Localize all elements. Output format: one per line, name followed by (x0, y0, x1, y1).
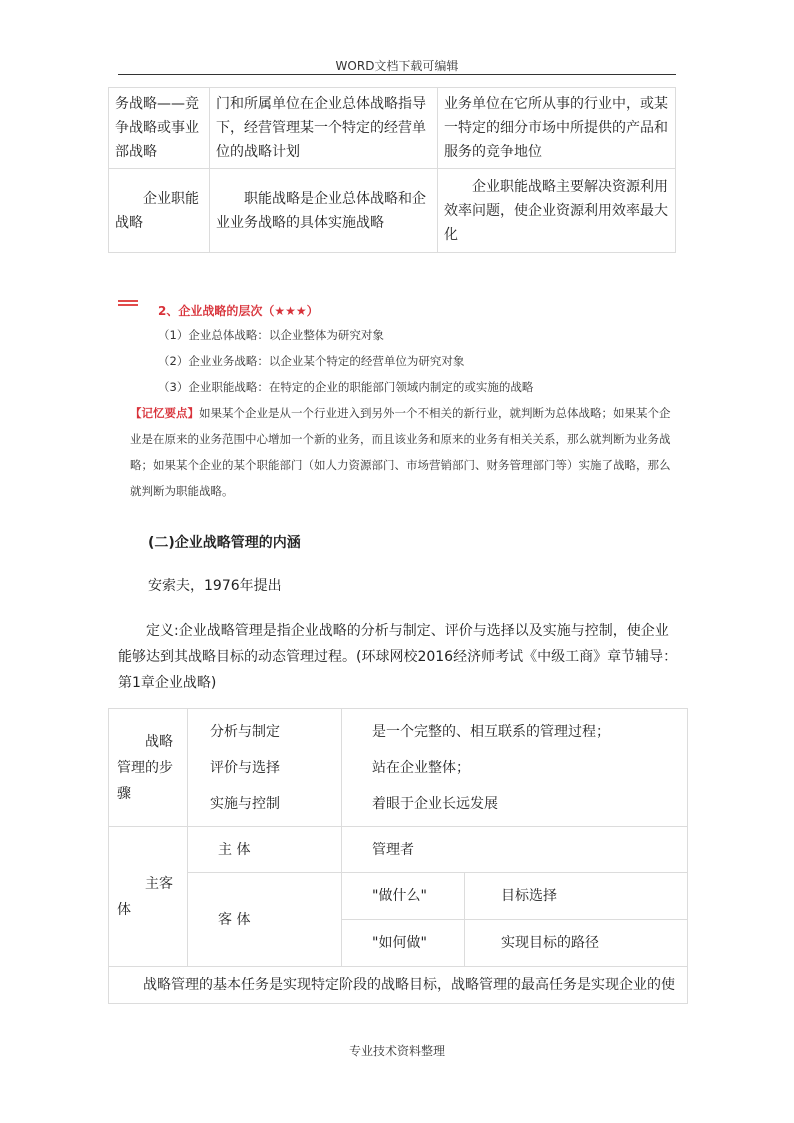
table-cell: 门和所属单位在企业总体战略指导下，经营管理某一个特定的经营单位的战略计划 (210, 88, 438, 169)
definition-paragraph: 定义:企业战略管理是指企业战略的分析与制定、评价与选择以及实施与控制，使企业能够达到其战略目标的动态管理过程。(环球网校2016经济师考试《中级工商》章节辅导：第1章企业战略) (118, 623, 678, 691)
step-item: 分析与制定 (210, 723, 280, 740)
table-row (109, 169, 676, 253)
page-footer: 专业技术资料整理 (348, 1044, 445, 1058)
strategy-levels-table (108, 87, 676, 253)
memo-paragraph (130, 400, 680, 504)
paragraph: 安索夫，1976年提出 (148, 578, 282, 594)
table-row (109, 967, 688, 1004)
list-item: （3）企业职能战略：在特定的企业的职能部门领域内制定的或实施的战略 (158, 380, 534, 394)
subject-object-label: 主客体 (109, 827, 188, 967)
figure-title: 2、企业战略的层次（★★★） (158, 304, 319, 318)
step-item: 实施与控制 (210, 795, 280, 812)
section-title: (二)企业战略管理的内涵 (148, 535, 301, 551)
object-values (342, 873, 688, 967)
table-cell: 职能战略是企业总体战略和企业业务战略的具体实施战略 (210, 169, 438, 253)
memo-key: 【记忆要点】 (130, 406, 199, 420)
summary-cell: 战略管理的基本任务是实现特定阶段的战略目标，战略管理的最高任务是实现企业的使 (109, 967, 688, 1004)
list-item: （2）企业业务战略：以企业某个特定的经营单位为研究对象 (158, 354, 465, 368)
table-row (109, 827, 688, 873)
table-cell: 企业职能战略 (109, 169, 210, 253)
table-row (109, 88, 676, 169)
table-cell: 企业职能战略主要解决资源利用效率问题，使企业资源利用效率最大化 (438, 169, 676, 253)
page-header: WORD文档下载可编辑 (335, 59, 459, 73)
memo-text: 如果某个企业是从一个行业进入到另外一个不相关的新行业，就判断为总体战略；如果某个企业是在原来的业务范围中心增加一个新的业务，而且该业务和原来的业务有相关关系，那么就判断为业务战略；如果某个企业的某个职能部门（如人力资源部门、市场营销部门、财务管理部门等）实施了战略，那么就判断为职能战略。 (130, 406, 671, 498)
step-item: 评价与选择 (210, 759, 280, 776)
steps-list (188, 709, 342, 827)
header-rule (118, 74, 676, 75)
desc-item: 着眼于企业长远发展 (372, 795, 498, 812)
table-row (109, 709, 688, 827)
object-label: 客 体 (188, 873, 342, 967)
table-row (342, 873, 687, 920)
desc-item: 站在企业整体； (372, 759, 470, 776)
question-cell: "做什么" (372, 888, 427, 904)
answer-cell: 实现目标的路径 (465, 920, 688, 967)
steps-label: 战略管理的步骤 (109, 709, 188, 827)
answer-cell: 目标选择 (465, 873, 688, 920)
object-subtable (342, 873, 687, 966)
table-cell: 务战略——竞争战略或事业部战略 (109, 88, 210, 169)
question-cell: "如何做" (342, 920, 465, 967)
subject-value: 管理者 (342, 827, 688, 873)
desc-item: 是一个完整的、相互联系的管理过程； (372, 723, 610, 740)
subject-label: 主 体 (188, 827, 342, 873)
steps-desc (342, 709, 688, 827)
marker-icon (118, 300, 138, 309)
table-row (342, 920, 687, 967)
table-cell: 业务单位在它所从事的行业中，或某一特定的细分市场中所提供的产品和服务的竞争地位 (438, 88, 676, 169)
strategy-management-table (108, 708, 688, 1004)
list-item: （1）企业总体战略：以企业整体为研究对象 (158, 328, 384, 342)
